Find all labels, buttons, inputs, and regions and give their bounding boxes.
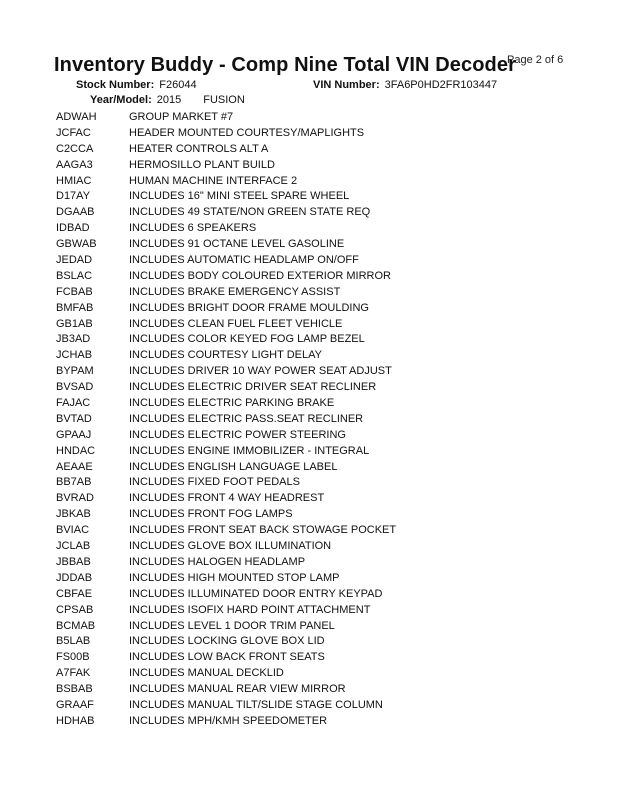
year-model — [90, 94, 245, 106]
code-row — [56, 428, 396, 444]
code-row — [56, 412, 396, 428]
code-row — [56, 237, 396, 253]
option-description: INCLUDES LEVEL 1 DOOR TRIM PANEL — [129, 619, 335, 632]
option-code: BSLAC — [56, 269, 93, 282]
stock-number-label: Stock Number: — [76, 79, 155, 91]
code-row — [56, 460, 396, 476]
code-row — [56, 491, 396, 507]
option-code: FS00B — [56, 651, 90, 664]
option-code: JBKAB — [56, 508, 91, 521]
option-description: INCLUDES LOCKING GLOVE BOX LID — [129, 635, 325, 648]
code-row — [56, 396, 396, 412]
vin-number-value: 3FA6P0HD2FR103447 — [384, 79, 498, 91]
option-description: INCLUDES AUTOMATIC HEADLAMP ON/OFF — [129, 254, 359, 267]
option-description: INCLUDES MPH/KMH SPEEDOMETER — [129, 714, 328, 727]
option-code: BVIAC — [56, 524, 90, 537]
option-code: BVSAD — [56, 381, 94, 394]
option-code: FAJAC — [56, 397, 91, 410]
code-row — [56, 174, 396, 190]
year-value: 2015 — [156, 94, 182, 106]
option-code: GRAAF — [56, 698, 94, 711]
option-description: INCLUDES ELECTRIC PASS.SEAT RECLINER — [129, 412, 364, 425]
code-row — [56, 523, 396, 539]
option-description: INCLUDES 6 SPEAKERS — [129, 222, 257, 235]
code-row — [56, 634, 396, 650]
option-code: GBWAB — [56, 238, 97, 251]
option-description: INCLUDES ELECTRIC PARKING BRAKE — [129, 397, 335, 410]
option-description: INCLUDES MANUAL TILT/SLIDE STAGE COLUMN — [129, 698, 383, 711]
option-description: INCLUDES ELECTRIC DRIVER SEAT RECLINER — [129, 381, 377, 394]
option-code: GPAAJ — [56, 428, 92, 441]
code-row — [56, 142, 396, 158]
option-code: CBFAE — [56, 587, 93, 600]
code-row — [56, 380, 396, 396]
option-description: INCLUDES ILLUMINATED DOOR ENTRY KEYPAD — [129, 587, 383, 600]
option-description: HUMAN MACHINE INTERFACE 2 — [129, 174, 298, 187]
year-model-label: Year/Model: — [90, 94, 152, 106]
option-description: INCLUDES FIXED FOOT PEDALS — [129, 476, 300, 489]
code-row — [56, 285, 396, 301]
code-row — [56, 205, 396, 221]
option-description: HEADER MOUNTED COURTESY/MAPLIGHTS — [129, 126, 365, 139]
option-code: BB7AB — [56, 476, 92, 489]
stock-number — [76, 79, 197, 91]
option-description: INCLUDES ISOFIX HARD POINT ATTACHMENT — [129, 603, 371, 616]
option-code: A7FAK — [56, 667, 91, 680]
option-description: INCLUDES DRIVER 10 WAY POWER SEAT ADJUST — [129, 365, 392, 378]
code-row — [56, 110, 396, 126]
option-description: HEATER CONTROLS ALT A — [129, 142, 269, 155]
option-code: BCMAB — [56, 619, 96, 632]
option-description: INCLUDES 91 OCTANE LEVEL GASOLINE — [129, 238, 345, 251]
option-description: INCLUDES FRONT 4 WAY HEADREST — [129, 492, 325, 505]
option-code: BYPAM — [56, 365, 94, 378]
code-row — [56, 571, 396, 587]
code-row — [56, 269, 396, 285]
option-code: ADWAH — [56, 111, 97, 123]
option-description: INCLUDES COLOR KEYED FOG LAMP BEZEL — [129, 333, 365, 346]
option-code: JCLAB — [56, 540, 91, 553]
code-row — [56, 301, 396, 317]
code-row — [56, 539, 396, 555]
document-title: Inventory Buddy - Comp Nine Total VIN Decoder — [54, 54, 516, 76]
option-description: INCLUDES BODY COLOURED EXTERIOR MIRROR — [129, 269, 392, 282]
option-code-list — [56, 110, 396, 730]
option-description: INCLUDES 49 STATE/NON GREEN STATE REQ — [129, 206, 371, 219]
option-code: JEDAD — [56, 254, 93, 267]
option-code: JBBAB — [56, 555, 91, 568]
option-code: BVRAD — [56, 492, 94, 505]
code-row — [56, 682, 396, 698]
code-row — [56, 221, 396, 237]
option-code: HDHAB — [56, 714, 95, 727]
code-row — [56, 348, 396, 364]
code-row — [56, 189, 396, 205]
option-code: JDDAB — [56, 571, 93, 584]
option-code: DGAAB — [56, 206, 95, 219]
option-description: INCLUDES BRAKE EMERGENCY ASSIST — [129, 285, 341, 298]
option-code: HMIAC — [56, 174, 92, 187]
option-description: INCLUDES FRONT FOG LAMPS — [129, 508, 293, 521]
option-description: INCLUDES FRONT SEAT BACK STOWAGE POCKET — [129, 524, 397, 537]
option-code: BSBAB — [56, 683, 93, 696]
option-code: JB3AD — [56, 333, 91, 346]
option-description: HERMOSILLO PLANT BUILD — [129, 158, 275, 171]
option-code: HNDAC — [56, 444, 96, 457]
vin-number — [313, 79, 497, 91]
page-indicator: Page 2 of 6 — [507, 54, 564, 66]
code-row — [56, 475, 396, 491]
option-code: BVTAD — [56, 412, 92, 425]
code-row — [56, 364, 396, 380]
code-row — [56, 619, 396, 635]
option-code: JCFAC — [56, 126, 91, 139]
option-description: INCLUDES ELECTRIC POWER STEERING — [129, 428, 346, 441]
code-row — [56, 126, 396, 142]
option-code: B5LAB — [56, 635, 91, 648]
option-description: INCLUDES MANUAL DECKLID — [129, 667, 284, 680]
code-row — [56, 650, 396, 666]
option-description: INCLUDES ENGINE IMMOBILIZER - INTEGRAL — [129, 444, 370, 457]
option-code: BMFAB — [56, 301, 94, 314]
code-row — [56, 158, 396, 174]
option-code: GB1AB — [56, 317, 93, 330]
code-row — [56, 555, 396, 571]
option-code: AEAAE — [56, 460, 93, 473]
vin-number-label: VIN Number: — [313, 79, 380, 91]
option-description: INCLUDES HIGH MOUNTED STOP LAMP — [129, 571, 340, 584]
code-row — [56, 507, 396, 523]
option-code: JCHAB — [56, 349, 93, 362]
option-description: INCLUDES 16" MINI STEEL SPARE WHEEL — [129, 190, 350, 203]
model-value: FUSION — [203, 94, 245, 106]
code-row — [56, 587, 396, 603]
code-row — [56, 698, 396, 714]
option-description: INCLUDES BRIGHT DOOR FRAME MOULDING — [129, 301, 369, 314]
code-row — [56, 332, 396, 348]
option-code: C2CCA — [56, 142, 94, 155]
code-row — [56, 666, 396, 682]
code-row — [56, 317, 396, 333]
option-description: INCLUDES HALOGEN HEADLAMP — [129, 555, 306, 568]
option-description: INCLUDES GLOVE BOX ILLUMINATION — [129, 540, 332, 553]
option-description: INCLUDES LOW BACK FRONT SEATS — [129, 651, 325, 664]
code-row — [56, 444, 396, 460]
code-row — [56, 714, 396, 730]
option-code: AAGA3 — [56, 158, 93, 171]
stock-number-value: F26044 — [159, 79, 197, 91]
option-description: INCLUDES MANUAL REAR VIEW MIRROR — [129, 683, 346, 696]
option-description: INCLUDES ENGLISH LANGUAGE LABEL — [129, 460, 338, 473]
option-code: CPSAB — [56, 603, 94, 616]
option-description: INCLUDES COURTESY LIGHT DELAY — [129, 349, 322, 362]
option-code: D17AY — [56, 190, 91, 203]
option-code: FCBAB — [56, 285, 93, 298]
option-code: IDBAD — [56, 222, 90, 235]
code-row — [56, 253, 396, 269]
option-description: GROUP MARKET #7 — [129, 111, 234, 123]
option-description: INCLUDES CLEAN FUEL FLEET VEHICLE — [129, 317, 343, 330]
code-row — [56, 603, 396, 619]
